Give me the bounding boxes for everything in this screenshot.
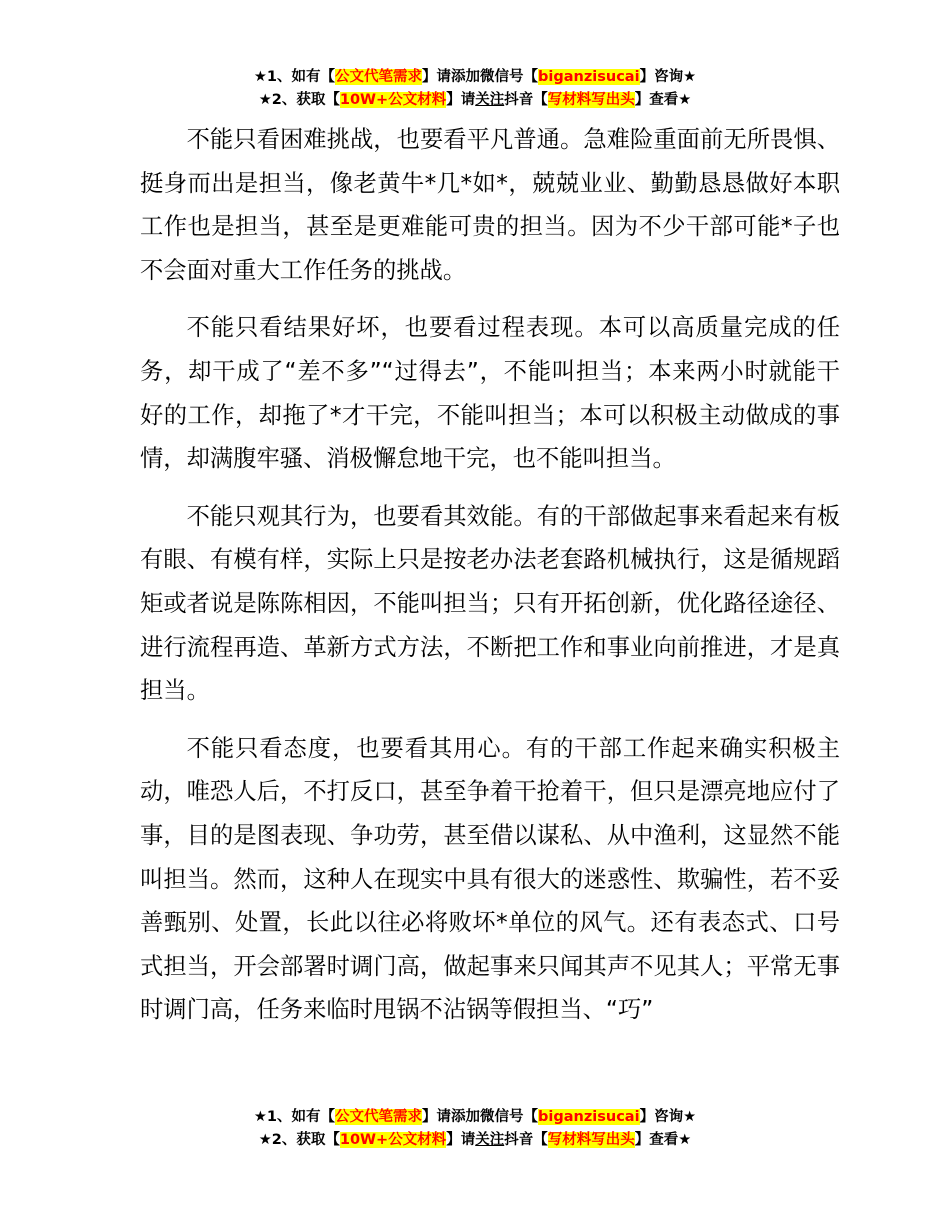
footer-line-2-prefix: ★2、获取【: [258, 1132, 340, 1148]
paragraph-4: 不能只看态度，也要看其用心。有的干部工作起来确实积极主动，唯恐人后，不打反口，甚至争着干抢着干，但只是漂亮地应付了事，目的是图表现、争功劳，甚至借以谋私、从中渔利，这显然不能叫担当。然而，这种人在现实中具有很大的迷惑性、欺骗性，若不妥善甄别、处置，长此以往必将败坏*单位的风气。还有表态式、口号式担当，开会部署时调门高，做起事来只闻其声不见其人；平常无事时调门高，任务来临时甩锅不沾锅等假担当、“巧”: [140, 734, 840, 1024]
paragraph-2: 不能只看结果好坏，也要看过程表现。本可以高质量完成的任务，却干成了“差不多”“过得去”，不能叫担当；本来两小时就能干好的工作，却拖了*才干完，不能叫担当；本可以积极主动做成的事情，却满腹牢骚、消极懈怠地干完，也不能叫担当。: [140, 314, 840, 473]
materials-highlight: 10W+公文材料: [339, 1132, 447, 1148]
footer-line-2: [0, 1129, 950, 1152]
header-line-2-mid1: 】请: [446, 92, 476, 108]
footer-line-2-suffix: 】查看★: [634, 1132, 692, 1148]
ghostwriting-highlight: 公文代笔需求: [335, 69, 423, 85]
header-line-2-prefix: ★2、获取【: [258, 92, 340, 108]
header-line-1: [0, 66, 950, 89]
header-line-2-mid2: 抖音【: [504, 92, 548, 108]
materials-highlight: 10W+公文材料: [339, 92, 447, 108]
header-line-1-mid1: 】请添加: [422, 69, 481, 85]
footer-line-1-prefix: ★1、如有【: [253, 1109, 336, 1125]
footer-banner: [0, 1106, 950, 1152]
ghostwriting-highlight: 公文代笔需求: [335, 1109, 423, 1125]
wechat-id-highlight: biganzisucai: [538, 69, 640, 85]
douyin-id-highlight: 写材料写出头: [547, 92, 635, 108]
footer-line-2-mid2: 抖音【: [504, 1132, 548, 1148]
header-line-1-mid2: 微信号【: [480, 69, 539, 85]
header-line-2-suffix: 】查看★: [634, 92, 692, 108]
header-banner: [0, 66, 950, 112]
paragraph-3: 不能只观其行为，也要看其效能。有的干部做起事来看起来有板有眼、有模有样，实际上只是按老办法老套路机械执行，这是循规蹈矩或者说是陈陈相因，不能叫担当；只有开拓创新，优化路径途径、进行流程再造、革新方式方法，不断把工作和事业向前推进，才是真担当。: [140, 502, 840, 705]
footer-line-1-suffix: 】咨询★: [639, 1109, 697, 1125]
footer-line-1-mid1: 】请添加: [422, 1109, 481, 1125]
footer-line-1: [0, 1106, 950, 1129]
header-line-2: [0, 89, 950, 112]
douyin-id-highlight: 写材料写出头: [547, 1132, 635, 1148]
footer-line-1-mid2: 微信号【: [480, 1109, 539, 1125]
header-line-1-suffix: 】咨询★: [639, 69, 697, 85]
follow-underline: 关注: [475, 1132, 505, 1148]
footer-line-2-mid1: 】请: [446, 1132, 476, 1148]
document-body: [140, 118, 840, 1032]
wechat-id-highlight: biganzisucai: [538, 1109, 640, 1125]
header-line-1-prefix: ★1、如有【: [253, 69, 336, 85]
paragraph-1: 不能只看困难挑战，也要看平凡普通。急难险重面前无所畏惧、挺身而出是担当，像老黄牛*几*如*，兢兢业业、勤勤恳恳做好本职工作也是担当，甚至是更难能可贵的担当。因为不少干部可能*子也不会面对重大工作任务的挑战。: [140, 126, 840, 284]
follow-underline: 关注: [475, 92, 505, 108]
